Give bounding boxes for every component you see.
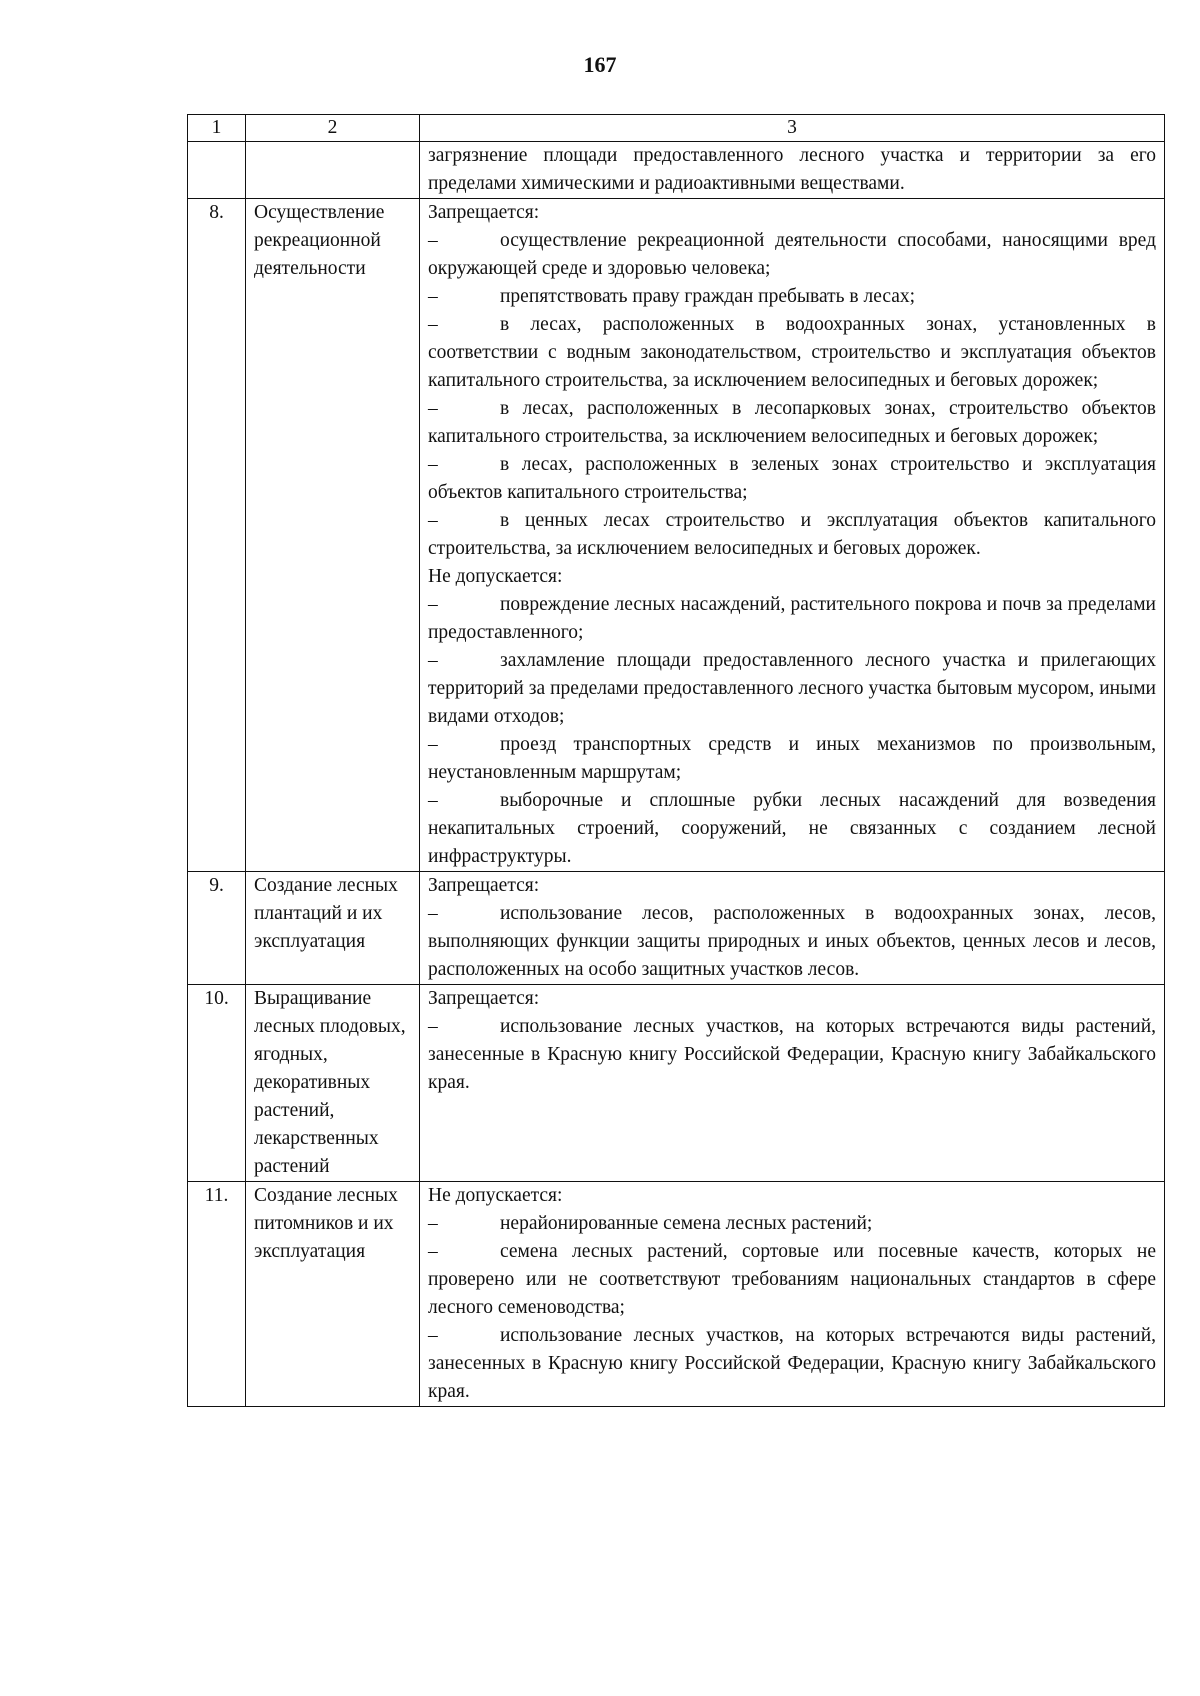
list-item: – проезд транспортных средств и иных механизмов по произвольным, неустановленным маршрутам; <box>428 731 1156 787</box>
activity-name-text: Создание лесных плантаций и их эксплуатация <box>254 875 398 952</box>
restrictions-cell <box>420 1182 1165 1407</box>
dash-bullet: – <box>428 230 438 251</box>
list-item: – использование лесов, расположенных в водоохранных зонах, лесов, выполняющих функции защиты природных и иных объектов, ценных лесов и лесов, расположенных на особо защитных участков лесов. <box>428 900 1156 984</box>
list-item: – захламление площади предоставленного лесного участка и прилегающих территорий за пределами предоставленного лесного участка бытовым мусором, иными видами отходов; <box>428 647 1156 731</box>
dash-bullet: – <box>428 594 438 615</box>
row-number: 11. <box>188 1182 246 1407</box>
dash-bullet: – <box>428 734 438 755</box>
header-col-1: 1 <box>188 115 246 142</box>
list-item: – в лесах, расположенных в водоохранных зонах, установленных в соответствии с водным законодательством, строительство и эксплуатация объектов капитального строительства, за исключением велосипедных и беговых дорожек; <box>428 311 1156 395</box>
list-item: – семена лесных растений, сортовые или посевные качеств, которых не проверено или не соответствуют требованиям национальных стандартов в сфере лесного семеноводства; <box>428 1238 1156 1322</box>
dash-bullet: – <box>428 1213 438 1234</box>
table-row-9 <box>188 872 1165 985</box>
dash-bullet: – <box>428 650 438 671</box>
row-number: 9. <box>188 872 246 985</box>
dash-bullet: – <box>428 790 438 811</box>
restrictions-cell <box>420 872 1165 985</box>
section-lead: Не допускается: <box>428 1185 563 1206</box>
section-lead: Запрещается: <box>428 875 540 896</box>
list-item: – препятствовать праву граждан пребывать в лесах; <box>428 283 1156 311</box>
dash-bullet: – <box>428 1016 438 1037</box>
page-number: 167 <box>583 52 617 77</box>
activity-name <box>246 872 420 985</box>
dash-bullet: – <box>428 314 438 335</box>
table-row-8 <box>188 199 1165 872</box>
list-item: – в лесах, расположенных в зеленых зонах строительство и эксплуатация объектов капитального строительства; <box>428 451 1156 507</box>
header-col-3: 3 <box>420 115 1165 142</box>
list-item: – нерайонированные семена лесных растений; <box>428 1210 1156 1238</box>
continuation-text: загрязнение площади предоставленного лесного участка и территории за его пределами химическими и радиоактивными веществами. <box>420 142 1165 199</box>
row-number-cell <box>188 142 246 199</box>
activity-name <box>246 1182 420 1407</box>
dash-bullet: – <box>428 454 438 475</box>
regulations-table <box>187 114 1165 1407</box>
list-item: – повреждение лесных насаждений, растительного покрова и почв за пределами предоставленного; <box>428 591 1156 647</box>
list-item: – выборочные и сплошные рубки лесных насаждений для возведения некапитальных строений, сооружений, не связанных с созданием лесной инфраструктуры. <box>428 787 1156 871</box>
activity-name-text: Выращивание лесных плодовых, ягодных, декоративных растений, лекарственных растений <box>254 988 406 1177</box>
restrictions-cell <box>420 199 1165 872</box>
dash-bullet: – <box>428 510 438 531</box>
list-item: – в ценных лесах строительство и эксплуатация объектов капитального строительства, за исключением велосипедных и беговых дорожек. <box>428 507 1156 563</box>
list-item: – использование лесных участков, на которых встречаются виды растений, занесенных в Красную книгу Российской Федерации, Красную книгу Забайкальского края. <box>428 1322 1156 1406</box>
section-lead: Не допускается: <box>428 566 563 587</box>
dash-bullet: – <box>428 1241 438 1262</box>
row-number: 8. <box>188 199 246 872</box>
list-item: – использование лесных участков, на которых встречаются виды растений, занесенные в Красную книгу Российской Федерации, Красную книгу Забайкальского края. <box>428 1013 1156 1097</box>
restrictions-cell <box>420 985 1165 1182</box>
activity-name-text: Осуществление рекреационной деятельности <box>254 202 385 279</box>
list-item: – в лесах, расположенных в лесопарковых зонах, строительство объектов капитального строительства, за исключением велосипедных и беговых дорожек; <box>428 395 1156 451</box>
header-col-2: 2 <box>246 115 420 142</box>
table-header-row <box>188 115 1165 142</box>
section-lead: Запрещается: <box>428 202 540 223</box>
dash-bullet: – <box>428 398 438 419</box>
table-row-11 <box>188 1182 1165 1407</box>
dash-bullet: – <box>428 903 438 924</box>
activity-name <box>246 199 420 872</box>
activity-name <box>246 985 420 1182</box>
table-row-continuation <box>188 142 1165 199</box>
list-item: – осуществление рекреационной деятельности способами, наносящими вред окружающей среде и здоровью человека; <box>428 227 1156 283</box>
dash-bullet: – <box>428 1325 438 1346</box>
activity-name-text: Создание лесных питомников и их эксплуатация <box>254 1185 398 1262</box>
row-number: 10. <box>188 985 246 1182</box>
table-row-10 <box>188 985 1165 1182</box>
row-name-cell <box>246 142 420 199</box>
section-lead: Запрещается: <box>428 988 540 1009</box>
dash-bullet: – <box>428 286 438 307</box>
